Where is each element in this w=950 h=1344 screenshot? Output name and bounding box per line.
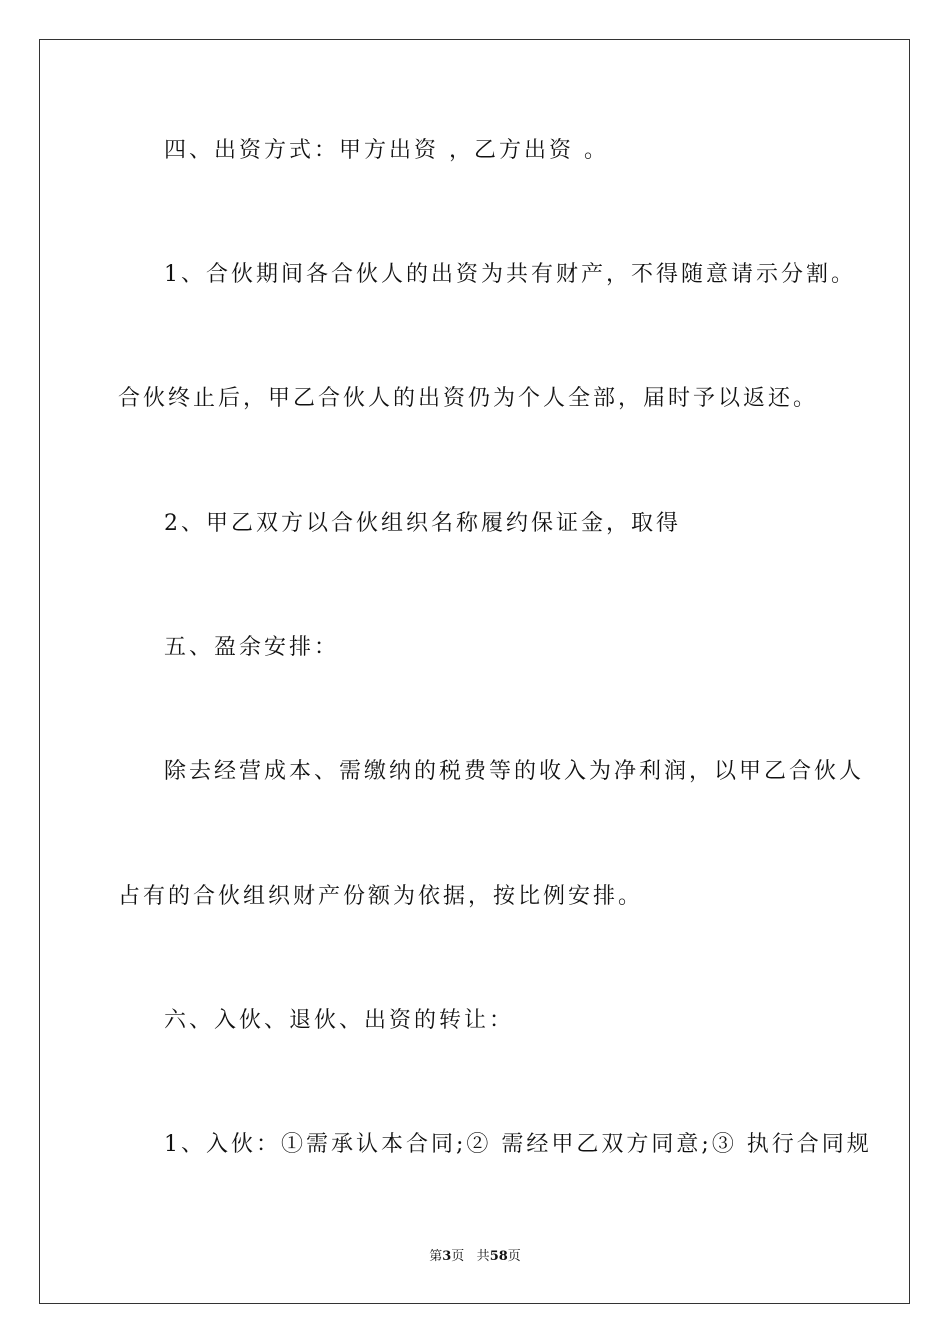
paragraph-investment-method: 四、出资方式：甲方出资 ，乙方出资 。 <box>164 138 609 163</box>
paragraph-admission-conditions: 1、入伙：①需承认本合同;② 需经甲乙双方同意;③ 执行合同规 <box>164 1132 872 1157</box>
paragraph-termination-return: 合伙终止后，甲乙合伙人的出资仍为个人全部，届时予以返还。 <box>118 386 819 411</box>
footer-page-number: 3 <box>442 1249 452 1264</box>
paragraph-net-profit: 除去经营成本、需缴纳的税费等的收入为净利润，以甲乙合伙人 <box>164 759 865 784</box>
paragraph-performance-bond: 2、甲乙双方以合伙组织名称履约保证金，取得 <box>164 511 681 536</box>
footer-total-pages: 58 <box>489 1249 508 1264</box>
paragraph-profit-ratio: 占有的合伙组织财产份额为依据，按比例安排。 <box>118 884 644 909</box>
footer-prefix: 第 <box>429 1249 443 1264</box>
footer-page-suffix: 页 <box>451 1249 465 1264</box>
heading-profit-arrangement: 五、盈余安排： <box>164 635 340 660</box>
paragraph-common-property: 1、合伙期间各合伙人的出资为共有财产，不得随意请示分割。 <box>164 262 856 287</box>
footer-total-prefix: 共 <box>476 1249 490 1264</box>
footer-total-suffix: 页 <box>507 1249 521 1264</box>
page-border <box>39 39 910 1304</box>
page-footer <box>0 1248 950 1266</box>
heading-admission-withdrawal: 六、入伙、退伙、出资的转让： <box>164 1008 515 1033</box>
